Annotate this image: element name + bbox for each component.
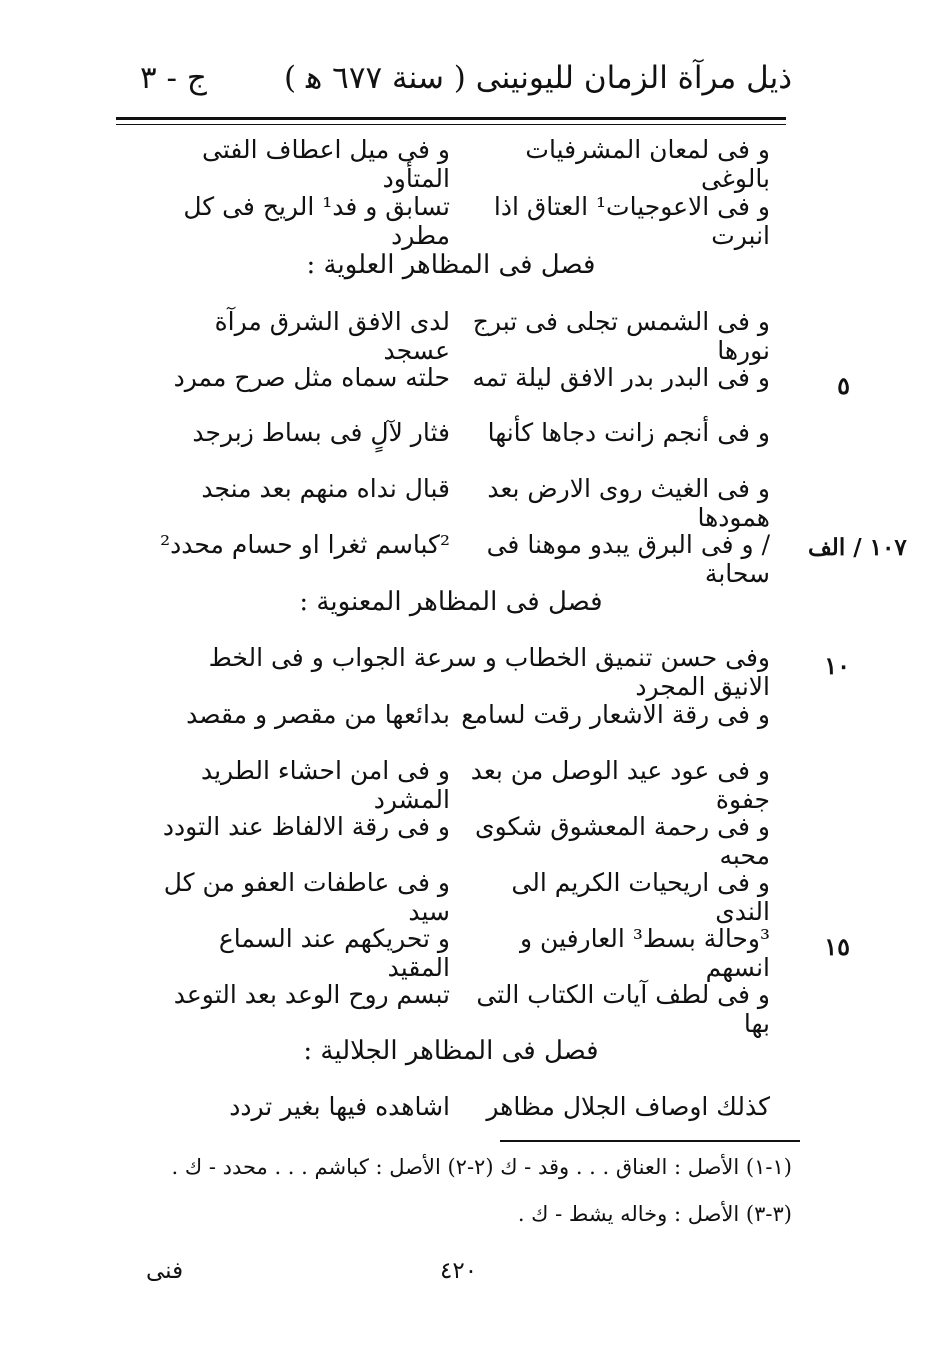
verse-line xyxy=(150,418,770,468)
second-hemistich: و فى امن احشاء الطريد المشرد xyxy=(200,756,450,814)
first-hemistich: و فى اريحيات الكريم الى الندى xyxy=(511,868,770,926)
verse-line xyxy=(150,700,770,750)
second-hemistich: فثار لآلٍ فى بساط زبرجد xyxy=(192,418,450,447)
verse-line xyxy=(150,192,770,250)
verse-line xyxy=(150,307,770,365)
header-rule xyxy=(116,117,786,120)
verse-line xyxy=(150,812,770,870)
first-hemistich: ³وحالة بسط³ العارفين و انسهم xyxy=(520,924,770,982)
line-number: ١٥ xyxy=(824,932,850,961)
verse-line xyxy=(150,363,770,413)
verse-line xyxy=(150,1092,770,1142)
first-hemistich: و فى البدر بدر الافق ليلة تمه xyxy=(472,363,770,392)
second-hemistich: و فى ميل اعطاف الفتى المتأود xyxy=(201,135,450,193)
first-hemistich: و فى رحمة المعشوق شكوى محبه xyxy=(475,812,770,870)
prose-line xyxy=(150,643,770,701)
verse-line xyxy=(150,756,770,814)
verse-line xyxy=(150,530,770,588)
first-hemistich: و فى أنجم زانت دجاها كأنها xyxy=(487,418,770,447)
footnote-2: (٣-٣) الأصل : وخاله يشط - ك . xyxy=(517,1202,792,1226)
verse-line xyxy=(150,980,770,1038)
page-number: ٤٢٠ xyxy=(440,1258,478,1284)
section-heading: فصل فى المظاهر العلوية : xyxy=(306,250,596,280)
running-title: ذيل مرآة الزمان لليونينى ( سنة ٦٧٧ ﻫ ) xyxy=(284,60,792,96)
second-hemistich: و فى رقة الالفاظ عند التودد xyxy=(162,812,450,841)
volume-number: ج - ٣ xyxy=(140,60,207,96)
first-hemistich: و فى رقة الاشعار رقت لسامع xyxy=(461,700,770,729)
verse-line xyxy=(150,868,770,926)
line-number: ٥ xyxy=(837,371,850,400)
section-heading: فصل فى المظاهر المعنوية : xyxy=(299,587,603,617)
first-hemistich: و فى عود عيد الوصل من بعد جفوة xyxy=(470,756,770,814)
first-hemistich: و فى لطف آيات الكتاب التى بها xyxy=(476,980,770,1038)
second-hemistich: قبال نداه منهم بعد منجد xyxy=(201,474,450,503)
manuscript-folio-marker: ١٠٧ / الف xyxy=(808,534,907,561)
second-hemistich: ²كباسم ثغرا او حسام محدد² xyxy=(160,530,450,559)
second-hemistich: اشاهده فيها بغير تردد xyxy=(229,1092,450,1121)
line-text: وفى حسن تنميق الخطاب و سرعة الجواب و فى الخط الانيق المجرد xyxy=(208,643,770,701)
first-hemistich: و فى لمعان المشرفيات بالوغى xyxy=(525,135,770,193)
second-hemistich: تبسم روح الوعد بعد التوعد xyxy=(173,980,450,1009)
section-heading: فصل فى المظاهر الجلالية : xyxy=(303,1036,599,1066)
footnote-1: (١-١) الأصل : العناق . . . وقد - ك (٢-٢) الأصل : كباشم . . . محدد - ك . xyxy=(171,1155,792,1179)
verse-line xyxy=(150,135,770,193)
catchword: فنى xyxy=(146,1258,184,1284)
second-hemistich: حلته سماه مثل صرح ممرد xyxy=(173,363,450,392)
verse-line xyxy=(150,924,770,982)
first-hemistich: و فى الغيث روى الارض بعد همودها xyxy=(487,474,770,532)
second-hemistich: لدى الافق الشرق مرآة عسجد xyxy=(214,307,450,365)
first-hemistich: و فى الاعوجيات¹ العتاق اذا انبرت xyxy=(493,192,770,250)
first-hemistich: / و فى البرق يبدو موهنا فى سحابة xyxy=(486,530,770,588)
second-hemistich: و فى عاطفات العفو من كل سيد xyxy=(163,868,450,926)
second-hemistich: تسابق و فد¹ الريح فى كل مطرد xyxy=(183,192,450,250)
header-rule-thin xyxy=(116,124,786,125)
first-hemistich: كذلك اوصاف الجلال مظاهر xyxy=(486,1092,770,1121)
verse-line xyxy=(150,474,770,532)
second-hemistich: و تحريكهم عند السماع المقيد xyxy=(218,924,450,982)
second-hemistich: بدائعها من مقصر و مقصد xyxy=(186,700,450,729)
first-hemistich: و فى الشمس تجلى فى تبرج نورها xyxy=(472,307,770,365)
footnote-rule xyxy=(500,1140,800,1142)
line-number: ١٠ xyxy=(824,651,850,680)
